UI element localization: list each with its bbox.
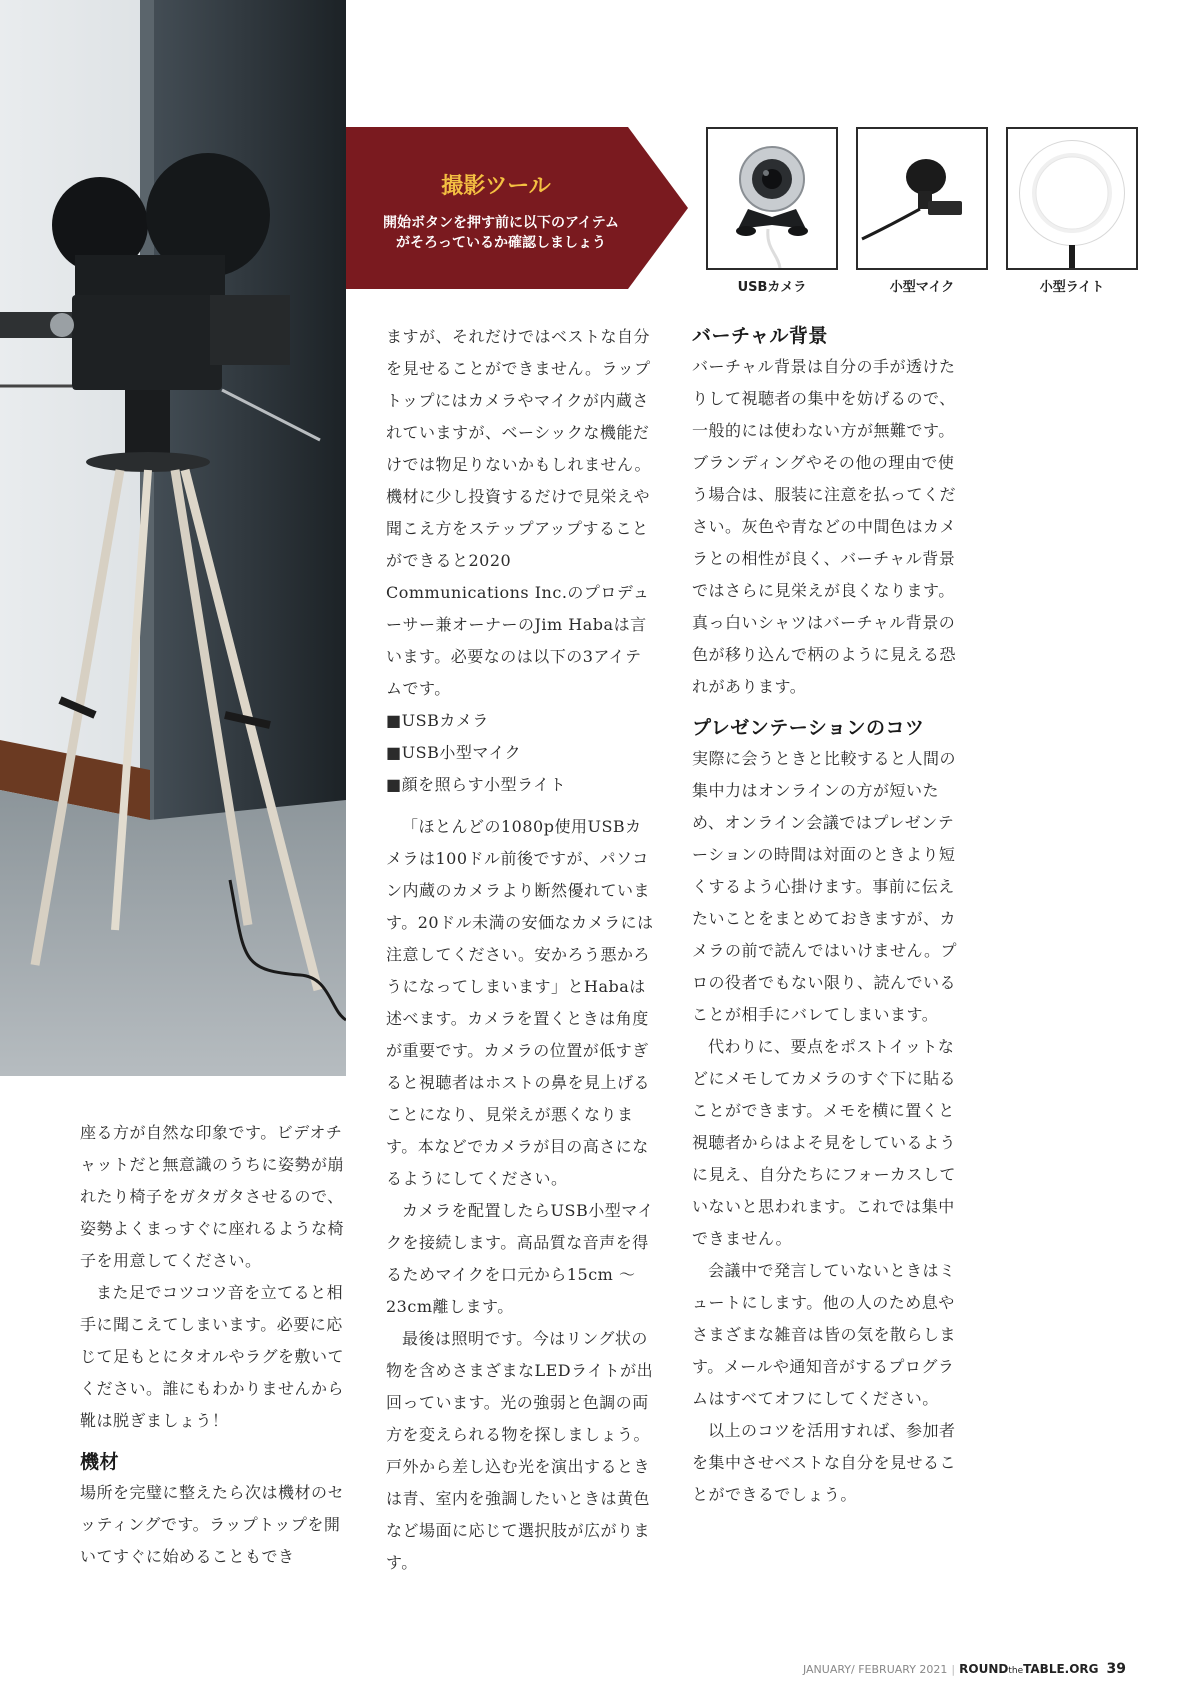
ring-light-image (1006, 127, 1138, 270)
usb-camera-label: USBカメラ (737, 280, 807, 295)
section-heading-equipment: 機材 (80, 1451, 120, 1473)
article-column-middle (386, 321, 656, 1579)
paragraph: 「ほとんどの1080p使用USBカメラは100ドル前後ですが、パソコン内蔵のカメラより断然優れています。20ドル未満の安価なカメラには注意してください。安かろう悪かろうになってしまいます」とHabaは述べます。カメラを置くときは角度が重要です。カメラの位置が低すぎると視聴者はホストの鼻を見上げることになり、見栄えが悪くなります。本などでカメラが目の高さになるようにしてください。 (386, 817, 654, 1188)
page-footer (803, 1661, 1126, 1677)
issue-date: JANUARY/ FEBRUARY 2021 (802, 1663, 948, 1676)
section-heading-virtual-background: バーチャル背景 (692, 325, 828, 347)
tools-banner (346, 127, 688, 289)
footer-separator: | (951, 1663, 956, 1676)
paragraph: 場所を完璧に整えたら次は機材のセッティングです。ラップトップを開いてすぐに始めることもでき (80, 1483, 345, 1566)
paragraph: バーチャル背景は自分の手が透けたりして視聴者の集中を妨げるので、一般的には使わない方が無難です。ブランディングやその他の理由で使う場合は、服装に注意を払ってください。灰色や青などの中間色はカメラとの相性が良く、バーチャル背景ではさらに見栄えが良くなります。真っ白いシャツはバーチャル背景の色が移り込んで柄のように見える恐れがあります。 (692, 357, 957, 696)
article-column-right (692, 321, 962, 1511)
banner-subtitle-line-1: 開始ボタンを押す前に以下のアイテム (382, 215, 620, 231)
article-column-left (80, 1117, 348, 1573)
list-item: ■USB小型マイク (386, 743, 522, 762)
banner-title: 撮影ツール (441, 174, 551, 199)
paragraph: 会議中で発言していないときはミュートにします。他の人のため息やさまざまな雑音は皆の気を散らします。メールや通知音がするプログラムはすべてオフにしてください。 (692, 1261, 957, 1408)
brand-the: the (1008, 1666, 1024, 1676)
usb-webcam-image (706, 127, 838, 270)
small-light-label: 小型ライト (1039, 280, 1105, 295)
small-microphone-label: 小型マイク (889, 280, 955, 295)
page-number: 39 (1106, 1661, 1126, 1677)
paragraph: カメラを配置したらUSB小型マイクを接続します。高品質な音声を得るためマイクを口元から15cm ～ 23cm離します。 (386, 1201, 654, 1316)
list-item: ■顔を照らす小型ライト (386, 775, 567, 794)
paragraph: 実際に会うときと比較すると人間の集中力はオンラインの方が短いため、オンライン会議ではプレゼンテーションの時間は対面のときより短くするよう心掛けます。事前に伝えたいことをまとめておきますが、カメラの前で読んではいけません。プロの役者でもない限り、読んでいることが相手にバレてしまいます。 (692, 749, 957, 1024)
vintage-film-camera-photo (0, 0, 346, 1076)
paragraph: また足でコツコツ音を立てると相手に聞こえてしまいます。必要に応じて足もとにタオルやラグを敷いてください。誰にもわかりませんから靴は脱ぎましょう！ (80, 1283, 345, 1430)
paragraph: ますが、それだけではベストな自分を見せることができません。ラップトップにはカメラやマイクが内蔵されていますが、ベーシックな機能だけでは物足りないかもしれません。機材に少し投資するだけで見栄えや聞こえ方をステップアップすることができると2020 Communications Inc.のプロデューサー兼オーナーのJim Habaは言います。必要なのは以下の3アイテムです。 (386, 327, 651, 698)
paragraph: 座る方が自然な印象です。ビデオチャットだと無意識のうちに姿勢が崩れたり椅子をガタガタさせるので、姿勢よくまっすぐに座れるような椅子を用意してください。 (80, 1123, 345, 1270)
site-brand (959, 1662, 1098, 1676)
paragraph: 最後は照明です。今はリング状の物を含めさまざまなLEDライトが出回っています。光の強弱と色調の両方を変えられる物を探しましょう。戸外から差し込む光を演出するときは青、室内を強調したいときは黄色など場面に応じて選択肢が広がります。 (386, 1329, 654, 1572)
banner-arrow-shape (346, 127, 688, 289)
section-heading-presentation-tips: プレゼンテーションのコツ (692, 717, 925, 739)
usb-webcam-icon (708, 129, 836, 268)
paragraph: 代わりに、要点をポストイットなどにメモしてカメラのすぐ下に貼ることができます。メモを横に置くと視聴者からはよそ見をしているように見え、自分たちにフォーカスしていないと思われます。これでは集中できません。 (692, 1037, 957, 1248)
lavalier-microphone-icon (858, 129, 986, 268)
banner-subtitle (366, 213, 636, 253)
brand-table: TABLE.ORG (1023, 1662, 1099, 1676)
paragraph: 以上のコツを活用すれば、参加者を集中させベストな自分を見せることができるでしょう。 (692, 1421, 957, 1504)
brand-round: ROUND (959, 1662, 1009, 1676)
banner-subtitle-line-2: がそろっているか確認しましょう (396, 235, 606, 251)
ring-light-icon (1008, 129, 1136, 268)
lavalier-microphone-image (856, 127, 988, 270)
list-item: ■USBカメラ (386, 711, 489, 730)
